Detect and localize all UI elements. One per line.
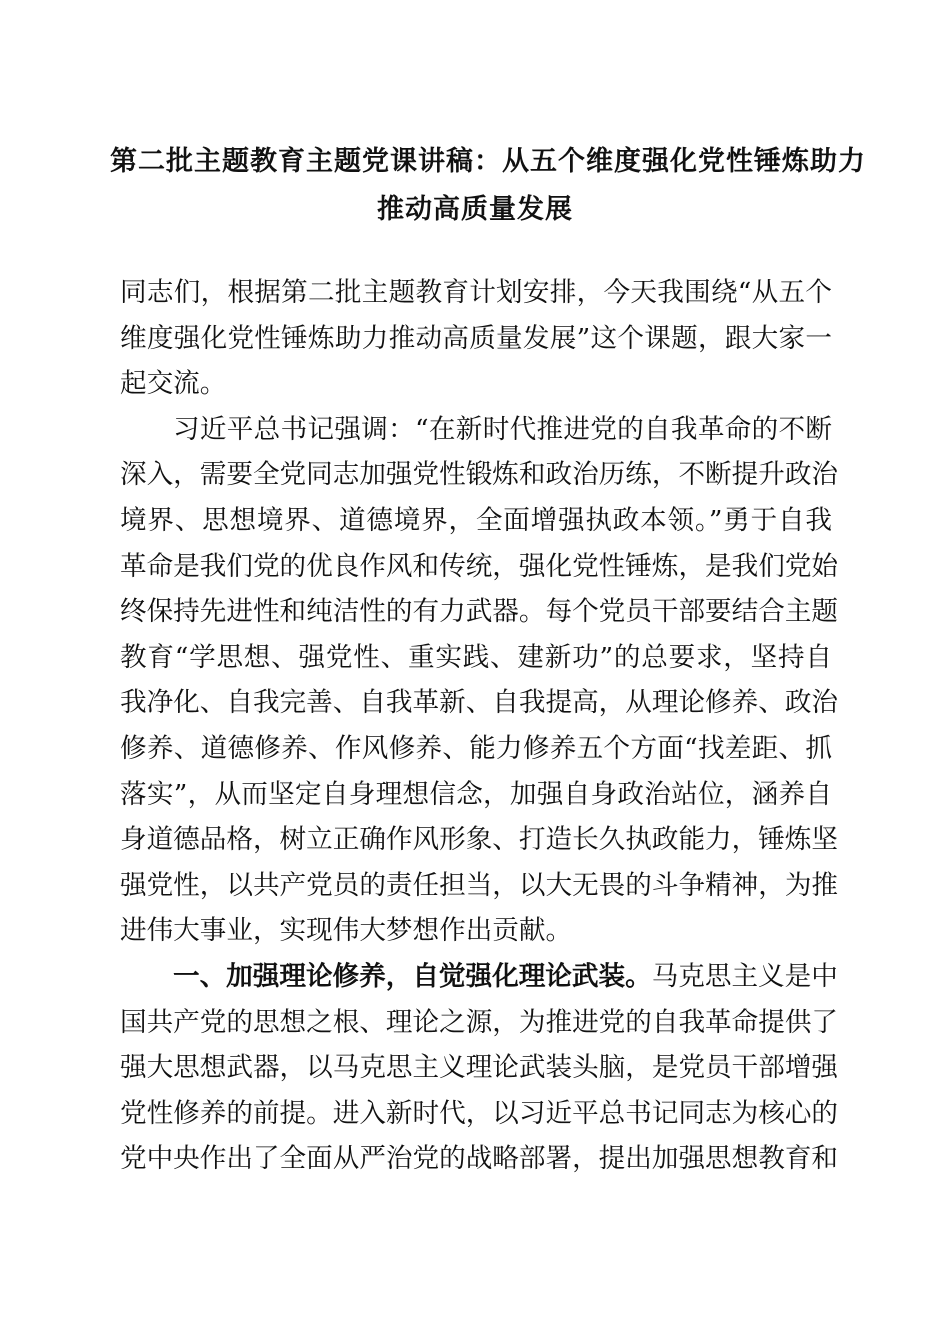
text-line: 强党性，以共产党员的责任担当，以大无畏的斗争精神，为推 xyxy=(120,869,839,901)
text-line: 身道德品格，树立正确作风形象、打造长久执政能力，锤炼坚 xyxy=(120,824,839,856)
intro-paragraph xyxy=(120,270,832,407)
text-line xyxy=(120,954,838,1000)
section-1-paragraph xyxy=(120,954,839,1182)
text-line: 维度强化党性锤炼助力推动高质量发展”这个课题，跟大家一 xyxy=(120,322,832,354)
text-line: 终保持先进性和纯洁性的有力武器。每个党员干部要结合主题 xyxy=(120,596,839,628)
text-line: 革命是我们党的优良作风和传统，强化党性锤炼，是我们党始 xyxy=(120,550,839,582)
quote-paragraph xyxy=(120,407,839,954)
title-line: 第二批主题教育主题党课讲稿：从五个维度强化党性锤炼助力 xyxy=(110,146,866,177)
text-line: 强大思想武器，以马克思主义理论武装头脑，是党员干部增强 xyxy=(120,1052,839,1084)
section-heading: 一、加强理论修养，自觉强化理论武装。 xyxy=(173,960,652,992)
document-body xyxy=(120,270,839,1182)
section-text: 马克思主义是中 xyxy=(651,960,838,992)
text-line: 落实”，从而坚定自身理想信念，加强自身政治站位，涵养自 xyxy=(120,778,832,810)
document-title xyxy=(110,138,866,234)
title-line: 推动高质量发展 xyxy=(377,194,573,225)
text-line: 习近平总书记强调：“在新时代推进党的自我革命的不断 xyxy=(173,413,832,445)
text-line: 起交流。 xyxy=(120,368,227,400)
text-line: 国共产党的思想之根、理论之源，为推进党的自我革命提供了 xyxy=(120,1006,839,1038)
text-line: 教育“学思想、强党性、重实践、建新功”的总要求，坚持自 xyxy=(120,641,832,673)
text-line: 深入，需要全党同志加强党性锻炼和政治历练，不断提升政治 xyxy=(120,459,839,491)
text-line: 境界、思想境界、道德境界，全面增强执政本领。”勇于自我 xyxy=(120,504,832,536)
text-line: 同志们，根据第二批主题教育计划安排，今天我围绕“从五个 xyxy=(120,277,832,308)
text-line: 进伟大事业，实现伟大梦想作出贡献。 xyxy=(120,915,573,947)
text-line: 修养、道德修养、作风修养、能力修养五个方面“找差距、抓 xyxy=(120,732,832,764)
text-line: 党中央作出了全面从严治党的战略部署，提出加强思想教育和 xyxy=(120,1143,839,1175)
text-line: 我净化、自我完善、自我革新、自我提高，从理论修养、政治 xyxy=(120,687,839,719)
text-line: 党性修养的前提。进入新时代，以习近平总书记同志为核心的 xyxy=(120,1097,839,1129)
